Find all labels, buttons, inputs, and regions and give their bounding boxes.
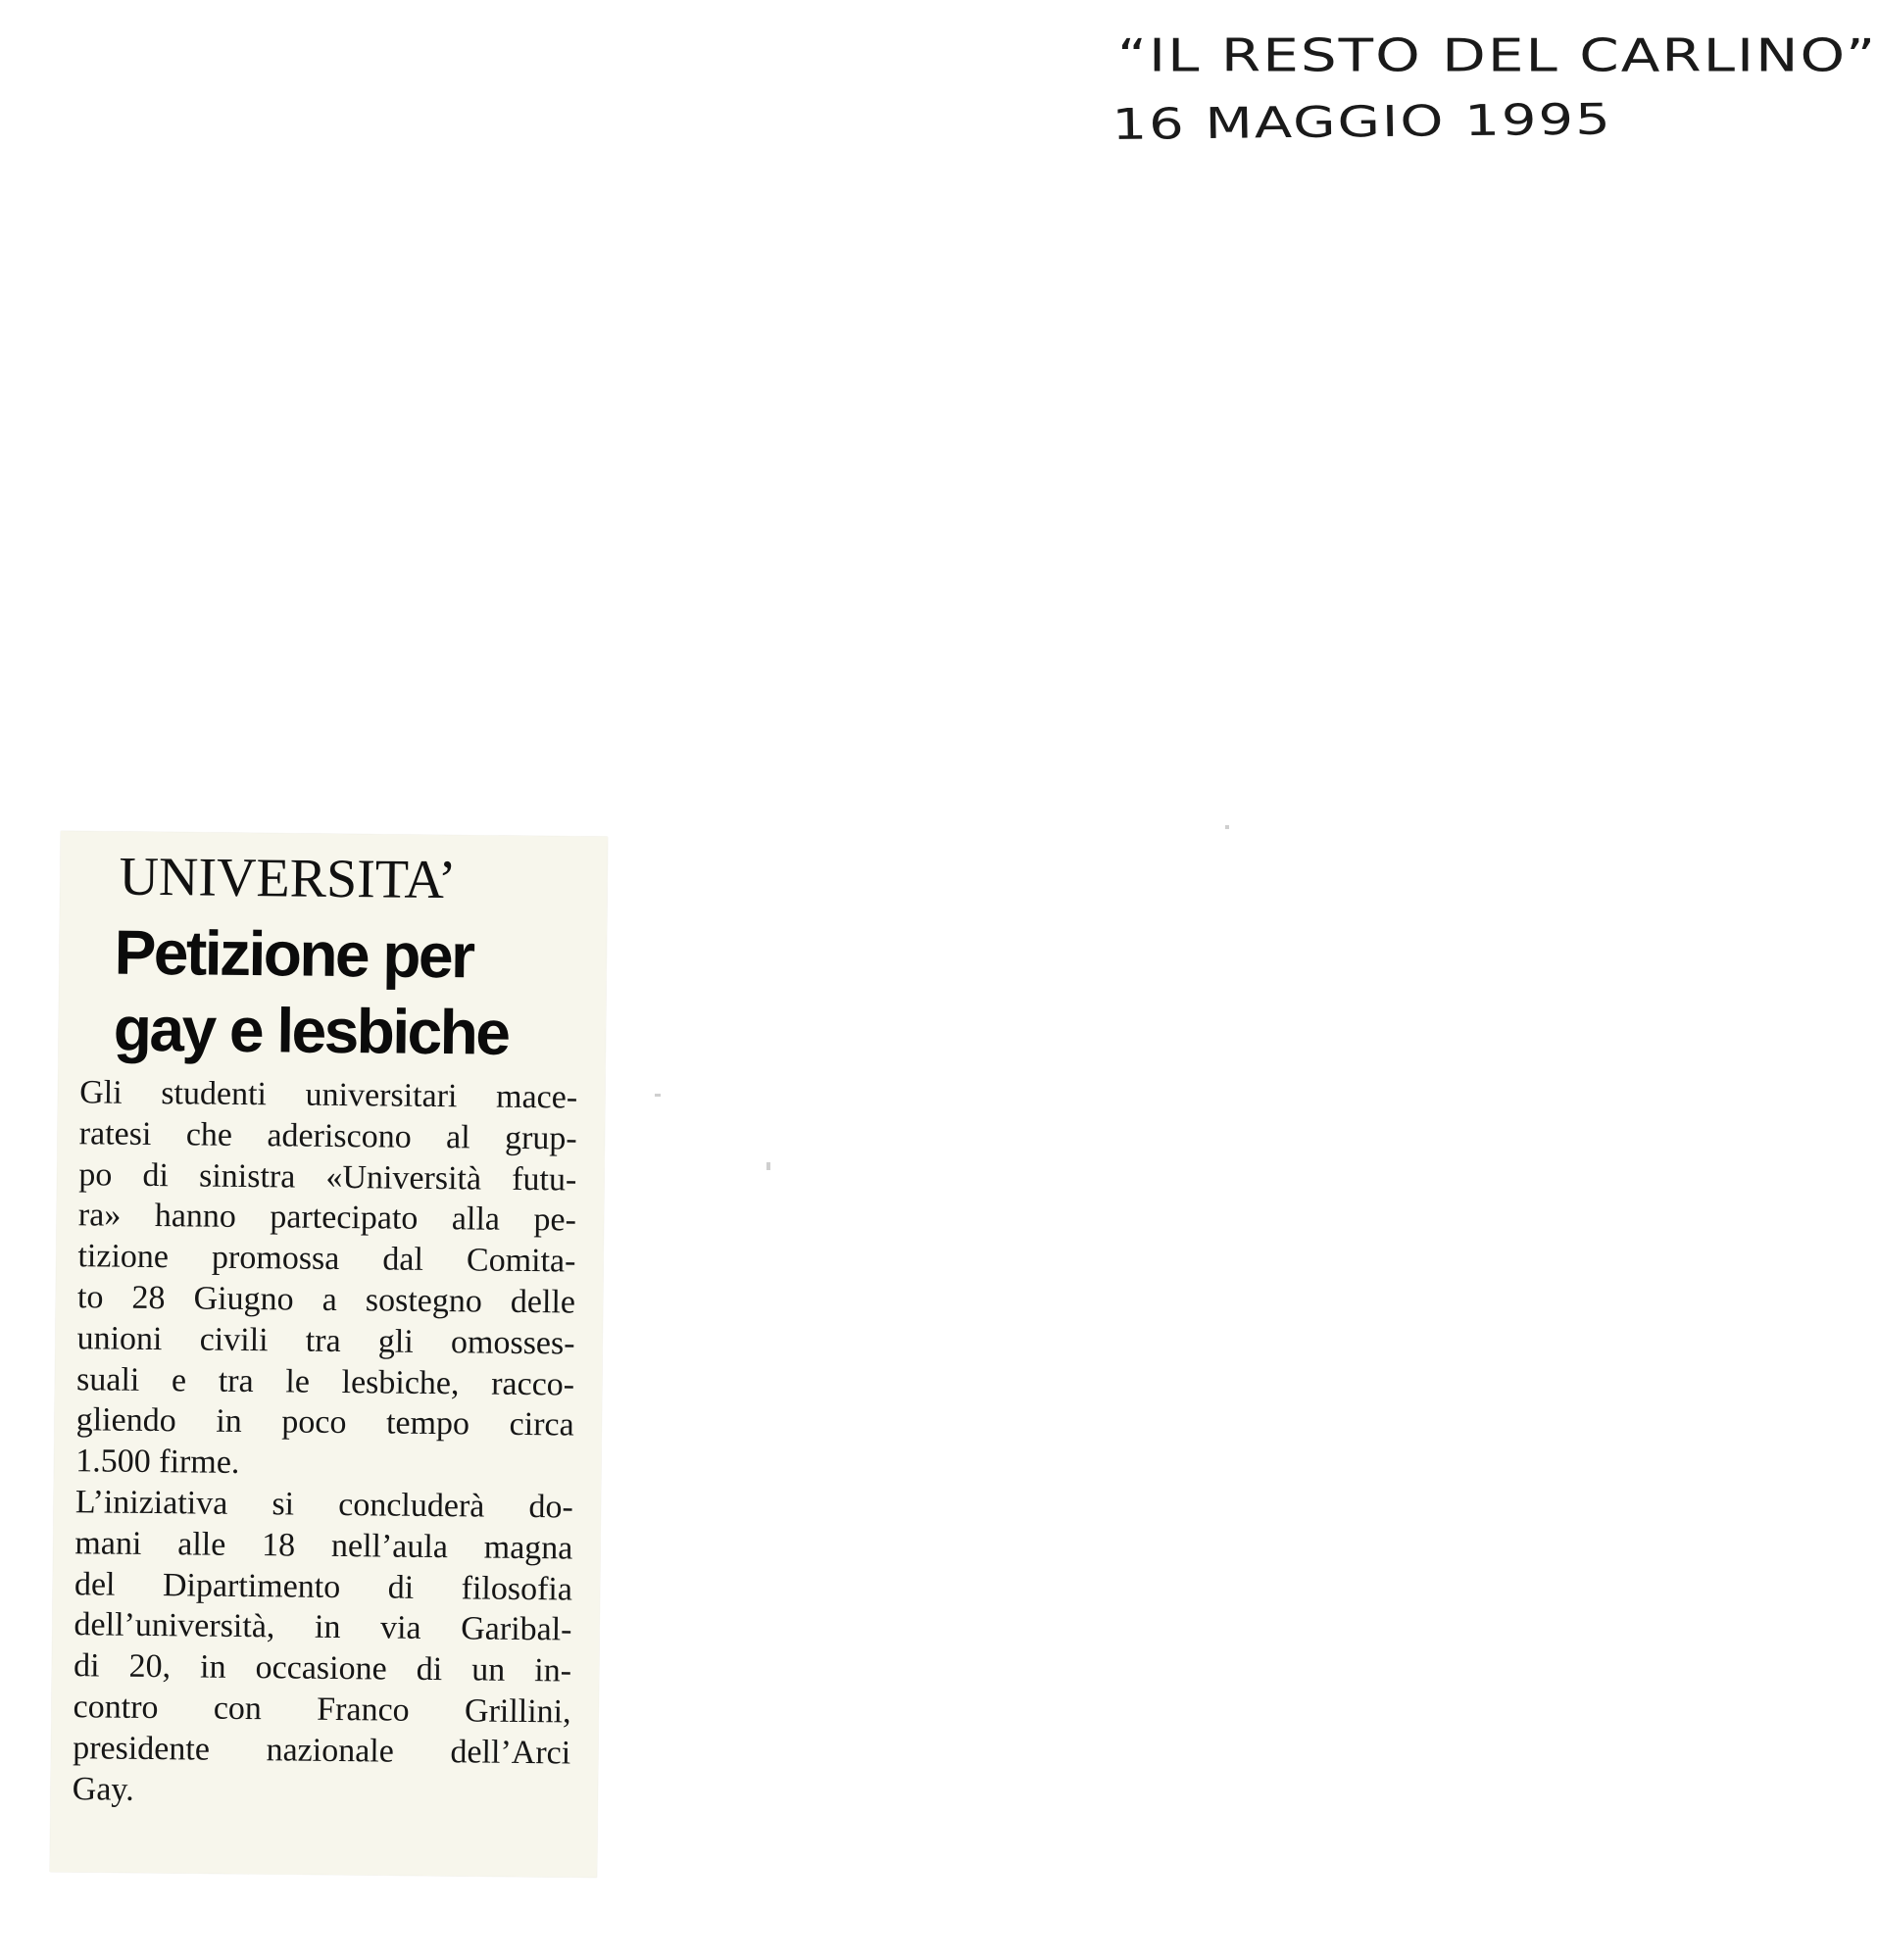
body-line: ra» hanno partecipato alla pe- <box>77 1197 577 1239</box>
body-line: 1.500 firme. <box>75 1443 240 1482</box>
body-line: del Dipartimento di filosofia <box>74 1565 573 1608</box>
headline <box>113 914 605 1072</box>
body-line: contro con Franco Grillini, <box>73 1689 571 1731</box>
body-line: Gay. <box>72 1770 134 1808</box>
scan-speck <box>655 1094 661 1097</box>
handwritten-annotation <box>1111 28 1877 164</box>
headline-line-2: gay e lesbiche <box>113 993 509 1068</box>
body-line: to 28 Giugno a sostegno delle <box>76 1279 576 1321</box>
body-line: po di sinistra «Università futu- <box>78 1155 577 1199</box>
headline-line-1: Petizione per <box>114 916 473 992</box>
body-line: gliendo in poco tempo circa <box>75 1401 574 1444</box>
scan-speck <box>1225 825 1229 829</box>
date-note: 16 MAGGIO 1995 <box>1111 94 1613 150</box>
body-line: mani alle 18 nell’aula magna <box>74 1524 573 1567</box>
scan-speck <box>766 1162 770 1170</box>
newspaper-name-note: “IL RESTO DEL CARLINO” <box>1117 28 1877 82</box>
article-body <box>73 1072 578 1815</box>
body-line: dell’università, in via Garibal- <box>74 1606 572 1648</box>
body-line: L’iniziativa si concluderà do- <box>74 1484 573 1526</box>
newspaper-clipping <box>50 831 608 1878</box>
body-line: suali e tra le lesbiche, racco- <box>75 1360 575 1403</box>
body-line: Gli studenti universitari mace- <box>79 1074 578 1116</box>
body-line: presidente nazionale dell’Arci <box>73 1729 571 1772</box>
body-line: tizione promossa dal Comita- <box>77 1238 576 1280</box>
body-line: ratesi che aderiscono al grup- <box>78 1115 577 1157</box>
section-label: UNIVERSITA’ <box>119 846 457 911</box>
body-line: unioni civili tra gli omosses- <box>76 1319 575 1362</box>
body-line: di 20, in occasione di un in- <box>73 1647 572 1690</box>
